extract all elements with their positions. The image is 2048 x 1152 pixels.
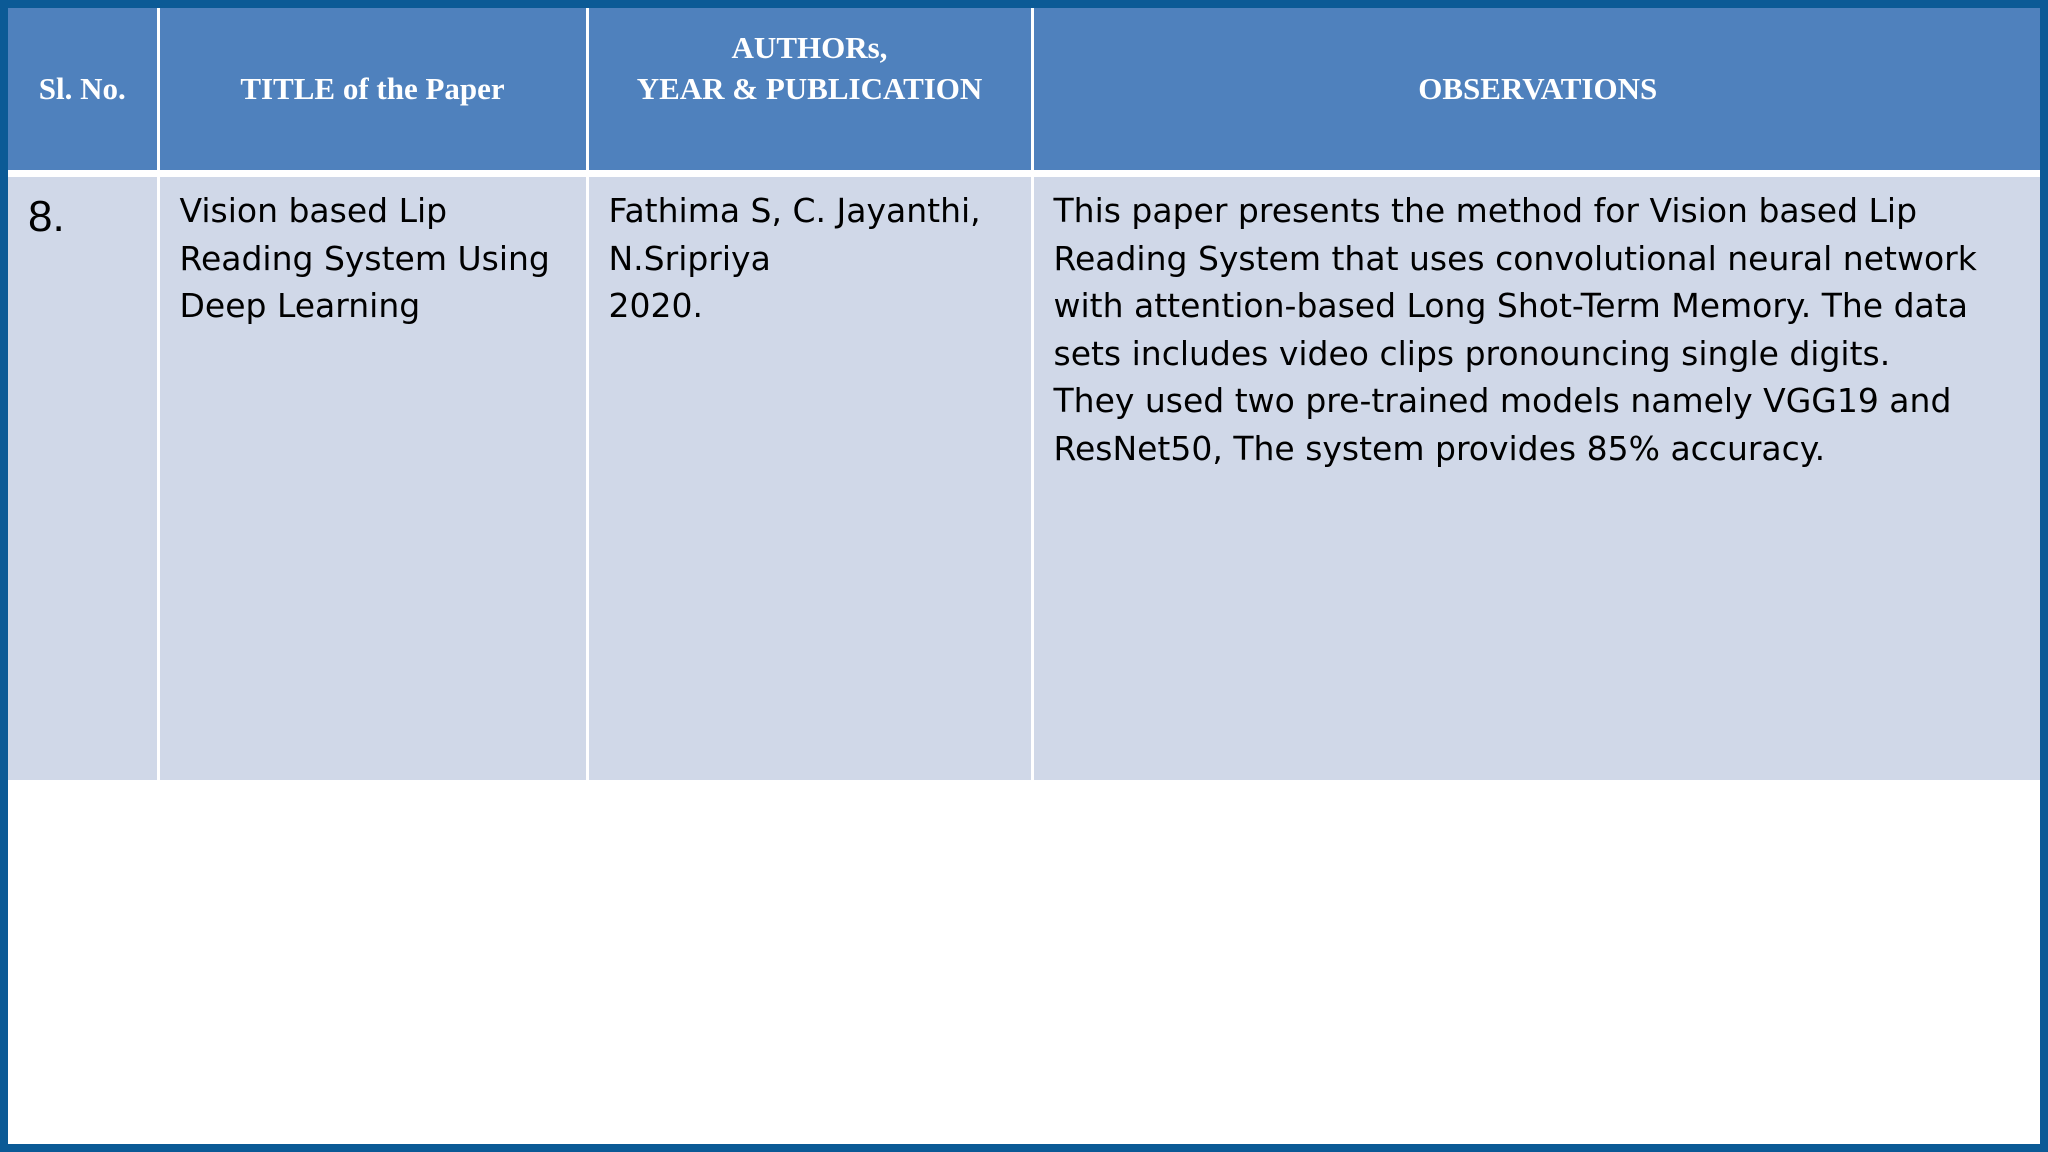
cell-title (158, 174, 587, 781)
authors-line: N.Sripriya (608, 238, 771, 278)
header-authors-line2: YEAR & PUBLICATION (636, 71, 983, 106)
title-line: Reading System Using (179, 238, 550, 278)
title-line: Vision based Lip (179, 191, 448, 230)
authors-line: 2020. (608, 286, 703, 325)
cell-observations (1032, 174, 2042, 781)
authors-line: Fathima S, C. Jayanthi, (608, 191, 981, 230)
header-observations: OBSERVATIONS (1032, 8, 2042, 174)
header-sl-no: Sl. No. (8, 8, 158, 174)
observation-line: They used two pre-trained models namely VGG19 and (1053, 381, 1952, 420)
observation-line: with attention-based Long Shot-Term Memory. The data (1053, 286, 1968, 325)
observation-line: ResNet50, The system provides 85% accuracy. (1053, 428, 1826, 468)
observation-line: This paper presents the method for Vision based Lip (1053, 191, 1918, 230)
observation-line: Reading System that uses convolutional neural network (1053, 238, 1977, 278)
header-title: TITLE of the Paper (158, 8, 587, 174)
literature-survey-table (8, 8, 2042, 780)
cell-sl-no (8, 174, 158, 781)
header-row (8, 8, 2042, 174)
header-authors-line1: AUTHORs, (731, 30, 888, 66)
sl-no-value: 8. (28, 192, 65, 241)
header-authors (587, 8, 1032, 174)
cell-authors (587, 174, 1032, 781)
observation-line: sets includes video clips pronouncing single digits. (1053, 333, 1891, 373)
title-line: Deep Learning (179, 286, 421, 325)
table-row (8, 174, 2042, 781)
